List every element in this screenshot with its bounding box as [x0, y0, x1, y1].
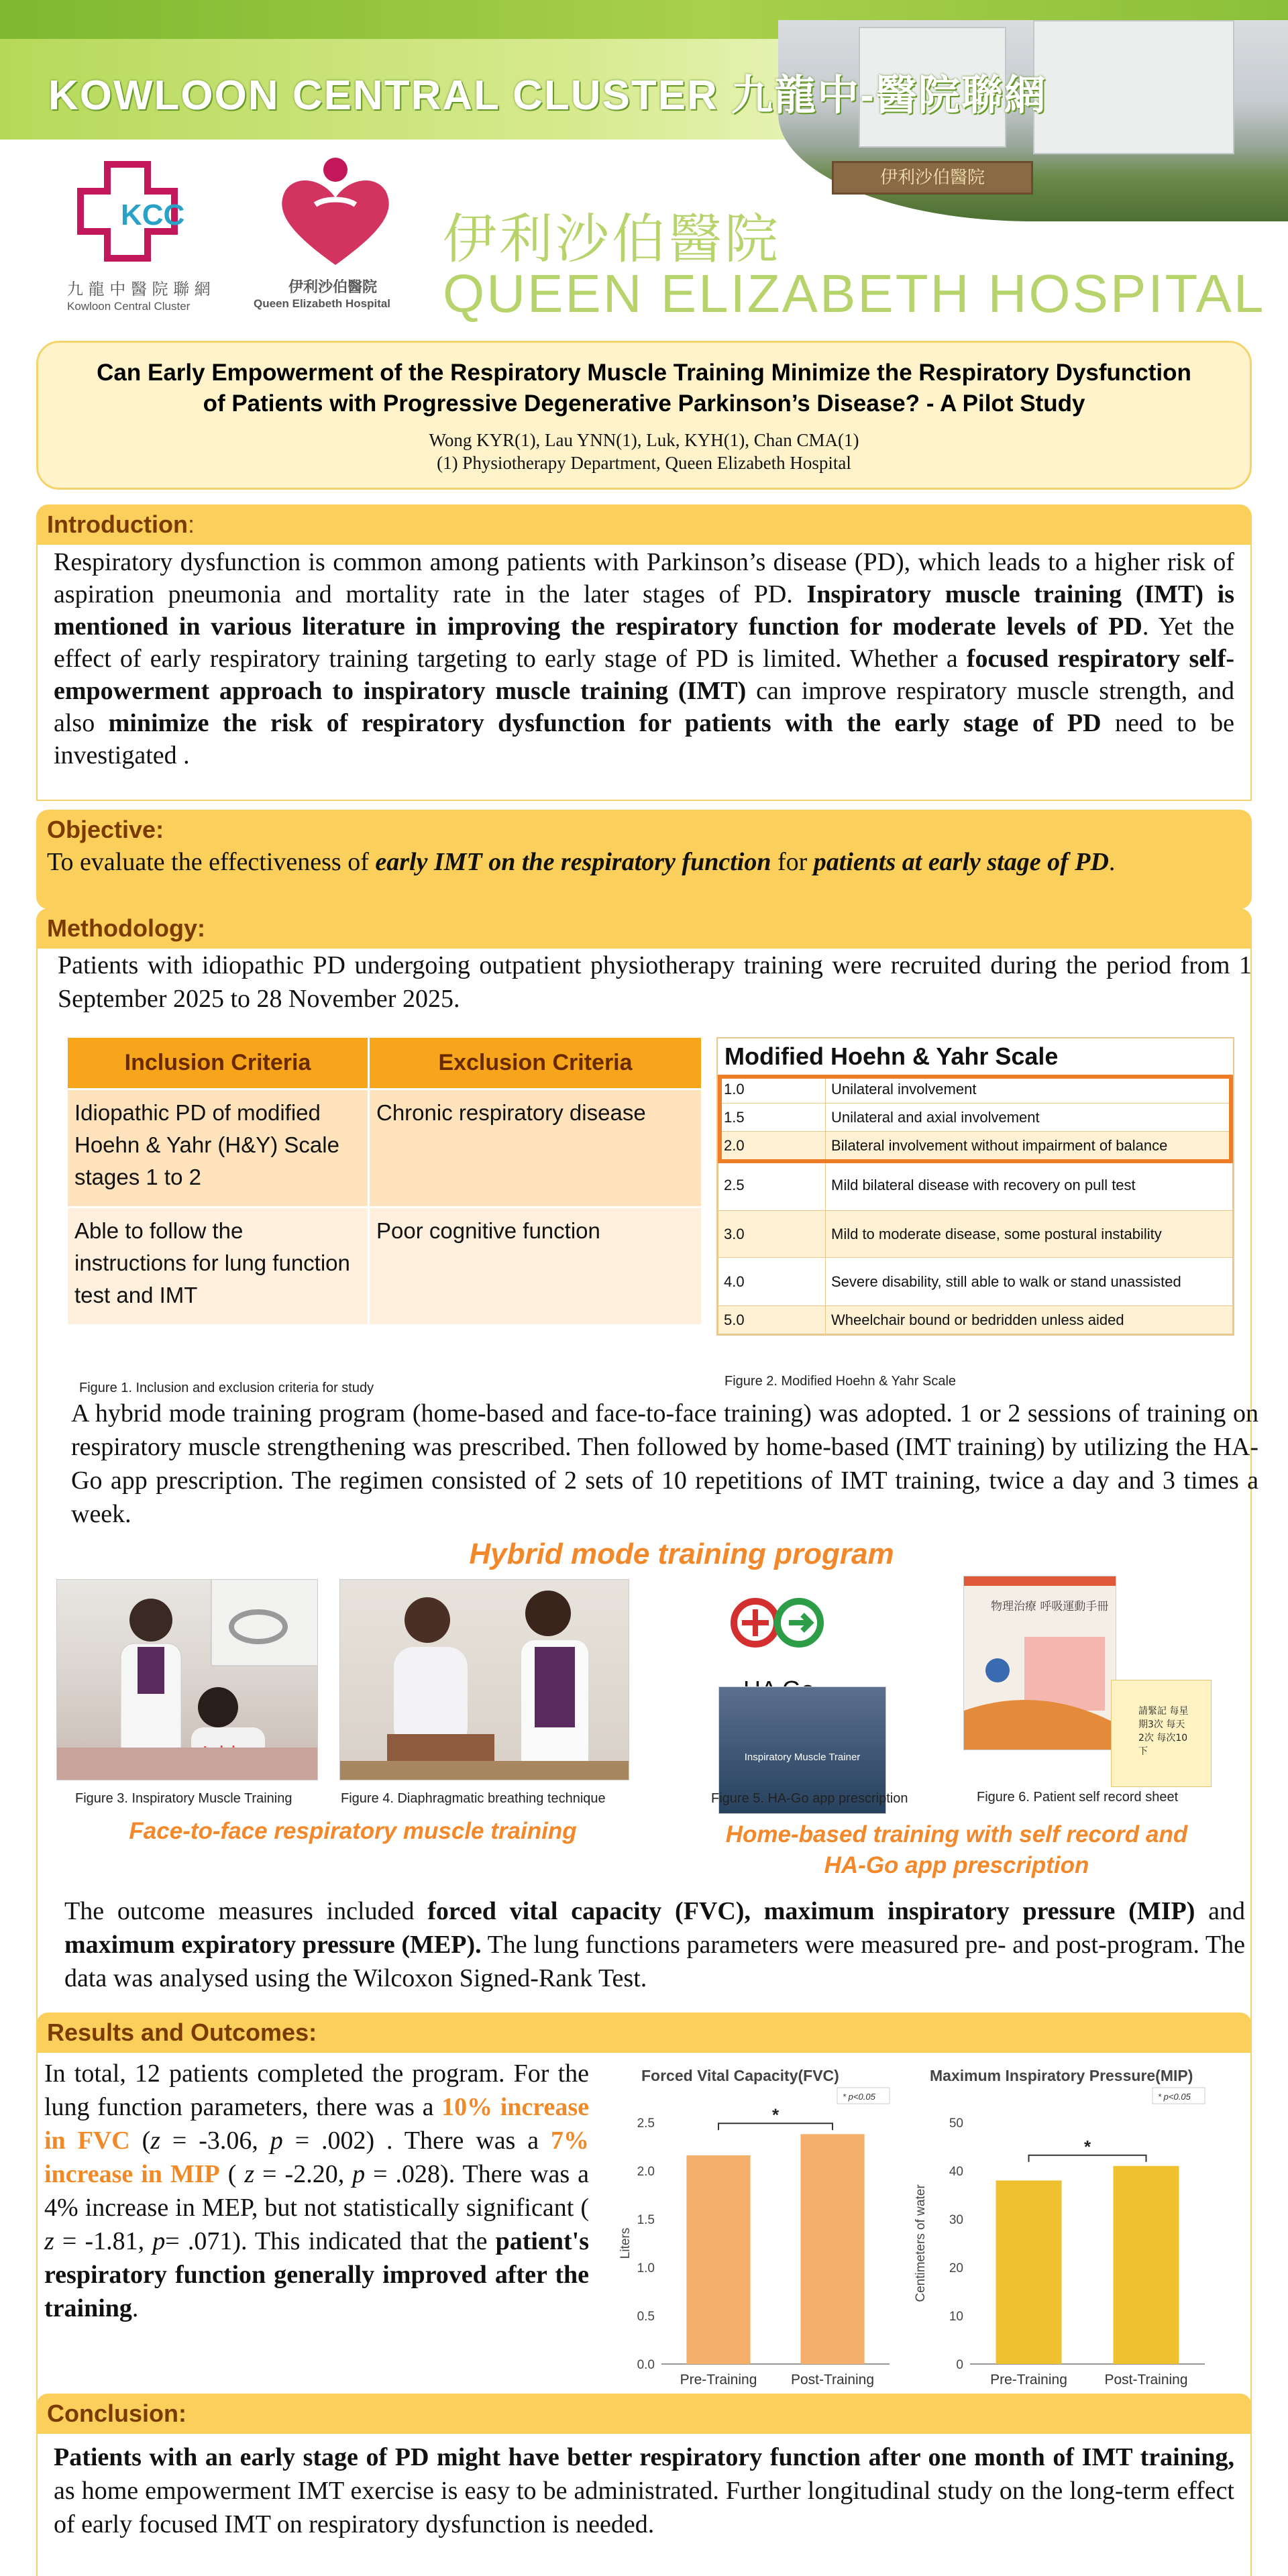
home-based-label: Home-based training with self record and HA-Go app prescription [725, 1821, 1188, 1878]
conclusion-heading: Conclusion: [36, 2394, 1252, 2434]
figure-6-caption: Figure 6. Patient self record sheet [977, 1790, 1179, 1805]
significance-legend: * p<0.05 [1158, 2092, 1191, 2102]
conclusion-body [36, 2434, 1252, 2576]
chart-title: Forced Vital Capacity(FVC) [641, 2067, 839, 2084]
conclusion-text: Patients with an early stage of PD might have better respiratory function after one month of IMT training, as home empowerment IMT exercise is easy to be administrated. Further longitudinal study on the long-term effect of early focused IMT on respiratory dysfunction is needed. [54, 2443, 1234, 2538]
qeh-english-name: QUEEN ELIZABETH HOSPITAL [443, 264, 1266, 323]
title-box [36, 341, 1252, 490]
fvc-chart [614, 2066, 903, 2388]
hy-desc: Unilateral involvement [826, 1075, 1233, 1104]
y-tick-label: 50 [949, 2116, 963, 2131]
significance-legend: * p<0.05 [843, 2092, 875, 2102]
exclusion-cell-1: Chronic respiratory disease [369, 1089, 702, 1208]
outcome-measures-text: The outcome measures included forced vital capacity (FVC), maximum inspiratory pressure (MIP) and maximum expiratory pressure (MEP). The lung functions parameters were measured pre- and post-program. The data was analysed using the Wilcoxon Signed-Rank Test. [64, 1897, 1245, 1992]
objective-heading: Objective: [47, 816, 164, 843]
introduction-section [36, 504, 1252, 801]
figure-3-caption: Figure 3. Inspiratory Muscle Training [75, 1791, 292, 1806]
self-record-note [1111, 1680, 1212, 1787]
hy-stage: 3.0 [718, 1211, 826, 1258]
y-tick-label: 30 [949, 2213, 963, 2227]
hy-desc: Mild to moderate disease, some postural instability [826, 1211, 1233, 1258]
methodology-intro-text: Patients with idiopathic PD undergoing outpatient physiotherapy training were recruited during the period from 1 September 2025 to 28 November 2025. [58, 951, 1252, 1013]
hybrid-text: A hybrid mode training program (home-based and face-to-face training) was adopted. 1 or 2 sessions of training on respiratory muscle strengthening was prescribed. Then followed by home-based (IMT training) by utilizing the HA-Go app prescription. The regimen consisted of 2 sets of 10 repetitions of IMT training, twice a day and 3 times a week. [71, 1399, 1258, 1528]
figure-5-caption: Figure 5. HA-Go app prescription [711, 1791, 908, 1806]
qeh-logo [241, 151, 416, 319]
kcc-cross-icon [67, 151, 221, 272]
photo-inspiratory-training [56, 1579, 318, 1780]
hago-icon [708, 1582, 849, 1676]
y-tick-label: 0.5 [637, 2310, 655, 2324]
hy-stage: 5.0 [718, 1306, 826, 1334]
svg-text:KCC: KCC [121, 199, 185, 231]
hoehn-yahr-table [716, 1037, 1234, 1336]
y-tick-label: 0 [956, 2358, 963, 2372]
poster-title [38, 358, 1250, 419]
bar [686, 2155, 750, 2364]
y-tick-label: 1.5 [637, 2213, 655, 2227]
kcc-en-label: Kowloon Central Cluster [67, 300, 191, 313]
heart-icon [268, 151, 402, 272]
introduction-body [36, 545, 1252, 801]
y-tick-label: 10 [949, 2310, 963, 2324]
hy-stage: 4.0 [718, 1258, 826, 1306]
x-tick-label: Pre-Training [990, 2372, 1067, 2387]
objective-text: To evaluate the effectiveness of early IMT on the respiratory function for patients at early stage of PD. [47, 848, 1116, 876]
inclusion-cell-2: Able to follow the instructions for lung function test and IMT [67, 1208, 369, 1326]
significance-star: * [1083, 2136, 1091, 2157]
mip-chart [910, 2066, 1225, 2388]
hy-desc: Severe disability, still able to walk or stand unassisted [826, 1258, 1233, 1306]
bar [800, 2134, 864, 2364]
authors-block [38, 429, 1250, 474]
svg-text:物理治療 呼吸運動手冊: 物理治療 呼吸運動手冊 [991, 1600, 1109, 1613]
y-tick-label: 2.5 [637, 2116, 655, 2131]
inclusion-cell-1: Idiopathic PD of modified Hoehn & Yahr (H&Y) Scale stages 1 to 2 [67, 1089, 369, 1208]
cluster-title: KOWLOON CENTRAL CLUSTER 九龍中-醫院聯網 [48, 72, 1047, 119]
title-line-1: Can Early Empowerment of the Respiratory Muscle Training Minimize the Respiratory Dysfunction [97, 360, 1191, 386]
methodology-section [36, 908, 1258, 2039]
hy-stage: 2.0 [718, 1132, 826, 1160]
conclusion-section [36, 2394, 1252, 2576]
bar [1114, 2166, 1179, 2364]
y-tick-label: 2.0 [637, 2165, 655, 2179]
results-text: In total, 12 patients completed the program. For the lung function parameters, there was a 10% increase in FVC (z = -3.06, p = .002) . There was a 7% increase in MIP ( z = -2.20, p = .028). There was a 4% increase in MEP, but not statistically significant ( z = -1.81, p= .071). This indicated that the patient's respiratory function generally improved after the training. [44, 2059, 590, 2322]
hago-screen-text: Inspiratory Muscle Trainer [744, 1752, 861, 1763]
objective-section [36, 810, 1252, 909]
face-to-face-label: Face-to-face respiratory muscle training [129, 1818, 577, 1844]
qeh-chinese-name: 伊利沙伯醫院 [443, 208, 781, 270]
y-axis-label: Centimeters of water [914, 2184, 928, 2302]
photo-self-record-sheet [963, 1576, 1116, 1750]
significance-star: * [771, 2104, 780, 2125]
kcc-logo [67, 151, 221, 319]
hy-stage: 1.0 [718, 1075, 826, 1104]
qeh-en-small: Queen Elizabeth Hospital [254, 297, 391, 310]
x-tick-label: Post-Training [790, 2372, 875, 2387]
affiliation: (1) Physiotherapy Department, Queen Elizabeth Hospital [437, 453, 851, 473]
introduction-heading: Introduction: [36, 504, 1252, 545]
hy-desc: Bilateral involvement without impairment of balance [826, 1132, 1233, 1160]
self-record-note-text: 請緊記 每星期3次 每天2次 每次10下 [1138, 1706, 1189, 1757]
y-tick-label: 0.0 [637, 2358, 655, 2372]
y-tick-label: 40 [949, 2165, 963, 2179]
results-section [36, 2012, 1252, 2415]
authors: Wong KYR(1), Lau YNN(1), Luk, KYH(1), Chan CMA(1) [429, 430, 859, 450]
header-banner [0, 0, 1288, 335]
exclusion-header: Exclusion Criteria [369, 1037, 702, 1089]
results-body [36, 2053, 1252, 2415]
y-tick-label: 20 [949, 2261, 963, 2275]
kcc-cn-label: 九 龍 中 醫 院 聯 網 [67, 280, 211, 299]
hospital-sign: 伊利沙伯醫院 [832, 161, 1033, 195]
inclusion-header: Inclusion Criteria [67, 1037, 369, 1089]
methodology-body [36, 949, 1258, 2039]
figure-1-caption: Figure 1. Inclusion and exclusion criteria for study [79, 1381, 374, 1395]
exclusion-cell-2: Poor cognitive function [369, 1208, 702, 1326]
hoehn-yahr-title: Modified Hoehn & Yahr Scale [724, 1042, 1059, 1070]
methodology-heading: Methodology: [36, 908, 1252, 949]
hy-desc: Wheelchair bound or bedridden unless aided [826, 1306, 1233, 1334]
hy-desc: Unilateral and axial involvement [826, 1104, 1233, 1132]
bar [996, 2180, 1062, 2364]
qeh-cn-small: 伊利沙伯醫院 [288, 279, 378, 296]
figure-4-caption: Figure 4. Diaphragmatic breathing technique [341, 1791, 606, 1806]
x-tick-label: Post-Training [1104, 2372, 1188, 2387]
hybrid-title: Hybrid mode training program [469, 1538, 894, 1570]
photo-diaphragmatic-breathing [339, 1579, 629, 1780]
hy-stage: 2.5 [718, 1160, 826, 1211]
x-tick-label: Pre-Training [680, 2372, 757, 2387]
y-axis-label: Liters [619, 2227, 633, 2259]
y-tick-label: 1.0 [637, 2261, 655, 2275]
title-line-2: of Patients with Progressive Degenerative Parkinson’s Disease? - A Pilot Study [203, 390, 1085, 417]
hoehn-yahr-rows [718, 1075, 1233, 1334]
hy-desc: Mild bilateral disease with recovery on pull test [826, 1160, 1233, 1211]
hy-stage: 1.5 [718, 1104, 826, 1132]
figure-2-caption: Figure 2. Modified Hoehn & Yahr Scale [724, 1374, 957, 1389]
criteria-table [66, 1036, 703, 1326]
introduction-text: Respiratory dysfunction is common among patients with Parkinson’s disease (PD), which leads to a higher risk of aspiration pneumonia and mortality rate in the later stages of PD. Inspiratory muscle training (IMT) is mentioned in various literature in improving the respiratory function for moderate levels of PD. Yet the effect of early respiratory training targeting to early stage of PD is limited. Whether a focused respiratory self-empowerment approach to inspiratory muscle training (IMT) can improve respiratory muscle strength, and also minimize the risk of respiratory dysfunction for patients with the early stage of PD need to be investigated . [54, 548, 1235, 769]
results-heading: Results and Outcomes: [36, 2012, 1252, 2053]
chart-title: Maximum Inspiratory Pressure(MIP) [930, 2067, 1193, 2084]
